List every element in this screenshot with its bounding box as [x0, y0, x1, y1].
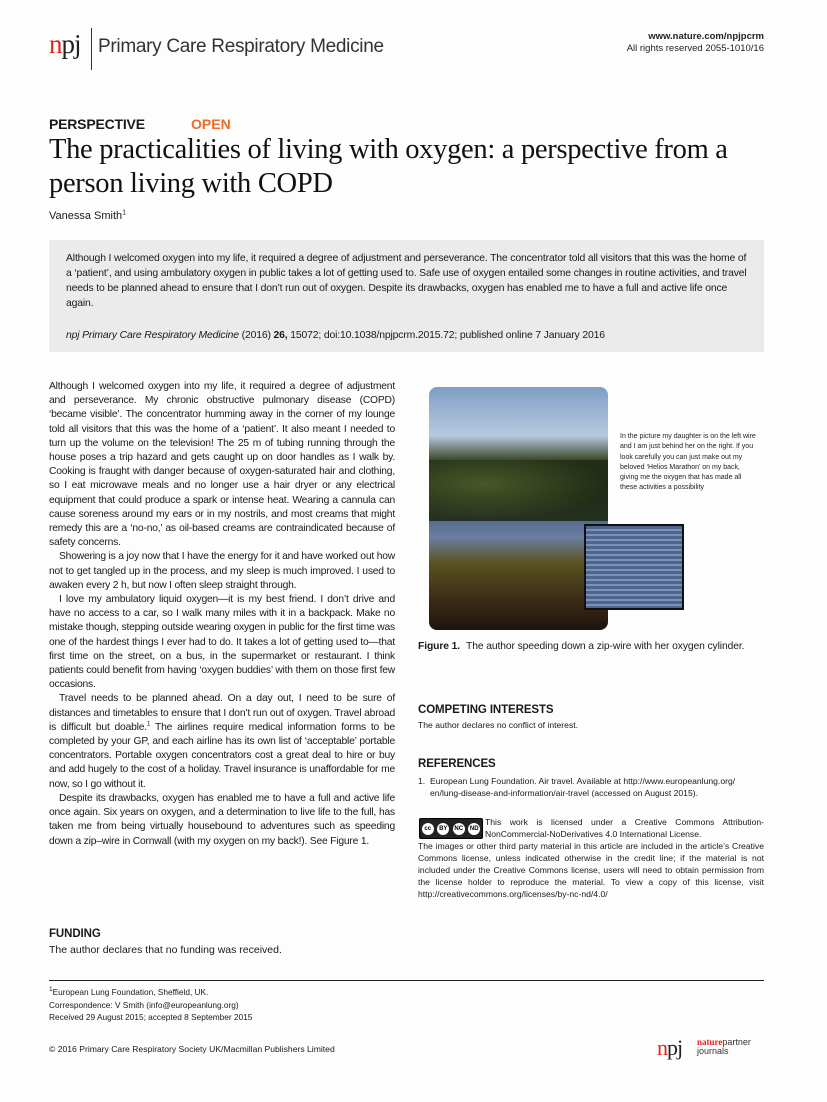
abstract-text: Although I welcomed oxygen into my life, it required a degree of adjustment and perseverance. The concentrator told all visitors that this was the home of a ‘patient’, and using ambulatory oxygen in public takes a lot of getting used to. Safe use of oxygen entailed some changes in routine activities, and travel needs to be planned ahead to ensure that I don’t run out of oxygen. Despite its drawbacks, oxygen has enabled me to have a full and active life once again. [66, 253, 747, 309]
open-access-badge: OPEN [191, 116, 231, 132]
correspondence: Correspondence: V Smith (info@europeanlung.org) [49, 999, 239, 1010]
figure-photo-zipwire-lake [429, 387, 608, 630]
author [49, 210, 126, 222]
citation [66, 328, 748, 343]
footnote-divider [49, 980, 764, 981]
nd-icon: ND [468, 823, 480, 835]
body-paragraph: Although I welcomed oxygen into my life, it required a degree of adjustment and perseverance. My chronic obstructive pulmonary disease (COPD) ‘became visible’. The concentrator humming away in the corner of my lounge told all visitors that this was the home of a ‘patient’. It also meant I needed to turn up the volume on the television! The 25 m of tubing running through the house poses a trip hazard and gets caught up on door handles as I walk by. Cooking is fraught with danger because of oxygen-saturated hair and clothing, so I eat microwave meals and no longer use a hair dryer or any electrical equipment that could produce a spark or intense heat. Wearing a cannula can cause soreness around my ears or in my nostrils, and most creams that might remedy this are a ‘no-no,’ as oil-based creams are contraindicated because of safety concerns. [49, 381, 395, 549]
logo-n: n [657, 1035, 667, 1060]
citation-year: (2016) [238, 330, 274, 341]
reference-item [418, 775, 764, 799]
author-affiliation-marker: 1 [122, 209, 127, 217]
references-heading: REFERENCES [418, 758, 496, 770]
funding-text: The author declares that no funding was received. [49, 944, 282, 956]
received-dates: Received 29 August 2015; accepted 8 September 2015 [49, 1012, 253, 1022]
logo-partner: partner [722, 1037, 751, 1047]
logo-divider [91, 28, 92, 70]
abstract-box [49, 240, 764, 352]
cc-icon: cc [422, 823, 434, 835]
funding-heading: FUNDING [49, 928, 101, 940]
npj-footer-logo [657, 1035, 682, 1061]
npj-logo [49, 30, 81, 58]
journal-url[interactable]: www.nature.com/npjpcrm [648, 31, 764, 42]
body-paragraph: Showering is a joy now that I have the energy for it and have worked out how not to get tangled up in the process, and my sleep is much improved. I used to awaken every 2 h, but now I often sleep straight through. [49, 551, 395, 591]
body-text: The airlines require medical information forms to be completed by your GP, and each airline has its own list of ‘acceptable’ portable concentrators. Portable oxygen concentrators cost a great deal to hire or buy and add hugely to the cost of a holiday. Travel insurance is unaffordable for me now, so I go without it. [49, 721, 395, 790]
figure-inset-photo [584, 524, 684, 610]
body-paragraph: Despite its drawbacks, oxygen has enabled me to have a full and active life once again. Six years on oxygen, and a determination to live life to the full, has taken me from being virtually housebound to adventures such as speeding down a zip–wire in Cornwall (with my oxygen on my back!). See Figure 1. [49, 792, 395, 847]
header-meta [627, 31, 764, 55]
photo-hillside [429, 460, 608, 521]
copyright: © 2016 Primary Care Respiratory Society UK/Macmillan Publishers Limited [49, 1044, 335, 1054]
article-type: PERSPECTIVE [49, 116, 145, 132]
citation-volume: 26, [273, 330, 288, 341]
body-text: Travel needs to be planned ahead. On a day out, I need to be sure of distances and timetables to ensure that I don’t run out of oxygen. Travel abroad is difficult but doable. [49, 693, 395, 733]
citation-journal: npj Primary Care Respiratory Medicine [66, 330, 239, 341]
figure-annotation: In the picture my daughter is on the left wire and I am just behind her on the right. If you look carefully you can just make out my beloved ‘Helios Marathon’ on my back, giving me the oxygen that has made all these activities a possibility [620, 433, 756, 492]
cc-by-nc-nd-icon[interactable] [419, 818, 483, 839]
citation-doi: 15072; doi:10.1038/npjpcrm.2015.72; published online 7 January 2016 [287, 330, 605, 341]
competing-interests-text: The author declares no conflict of interest. [418, 720, 579, 730]
logo-n: n [49, 29, 62, 59]
body-paragraph [49, 692, 395, 791]
article-title: The practicalities of living with oxygen: a perspective from a person living with COPD [49, 134, 728, 199]
by-icon: BY [437, 823, 449, 835]
license-first: This work is licensed under a Creative Commons Attribution-NonCommercial-NoDerivatives 4.0 International License. [485, 817, 764, 839]
logo-pj: pj [667, 1035, 683, 1060]
affiliation [49, 986, 252, 999]
reference-marker[interactable]: 1 [146, 720, 151, 728]
author-name: Vanessa Smith [49, 210, 123, 222]
affiliation-text: European Lung Foundation, Sheffield, UK. [52, 987, 209, 997]
reference-text-cont[interactable]: en/lung-disease-and-information/air-travel (accessed on August 2015). [430, 788, 698, 798]
logo-nature: nature [697, 1037, 723, 1047]
rights-notice: All rights reserved 2055-1010/16 [626, 43, 764, 54]
logo-pj: pj [61, 29, 81, 59]
figure-label: Figure 1. [418, 641, 461, 652]
figure-caption [418, 640, 764, 653]
reference-text[interactable]: European Lung Foundation. Air travel. Available at http://www.europeanlung.org/ [430, 776, 736, 786]
competing-interests-heading: COMPETING INTERESTS [418, 704, 554, 716]
footnotes [49, 986, 252, 1024]
nature-partner-journals-logo [697, 1038, 751, 1056]
journal-name: Primary Care Respiratory Medicine [98, 36, 384, 57]
body-paragraph: I love my ambulatory liquid oxygen—it is my best friend. I don’t drive and have no access to a car, so I walk many miles with it in a backpack. Make no mistake though, stepping outside wearing oxygen in public for the first time was one of the hardest things I ever had to do. It takes a lot of getting used to—that first time on the street, on a bus, in the supermarket or restaurant. I think patients could benefit from having ‘oxygen buddies’ with them on those first few occasions. [49, 594, 395, 691]
affiliation-marker: 1 [49, 986, 53, 994]
reference-number: 1. [418, 776, 426, 786]
nc-icon: NC [453, 823, 465, 835]
body-left-column [49, 380, 395, 849]
logo-journals: journals [697, 1046, 729, 1056]
license-rest: The images or other third party material in this article are included in the article’s Creative Commons license, unless indicated otherwise in the credit line; if the material is not included under the Creative Commons license, users will need to obtain permission from the license holder to reproduce the material. To view a copy of this license, visit http://creativecommons.org/licenses/by-nc-nd/4.0/ [418, 841, 764, 899]
figure-caption-text: The author speeding down a zip-wire with her oxygen cylinder. [466, 641, 745, 652]
